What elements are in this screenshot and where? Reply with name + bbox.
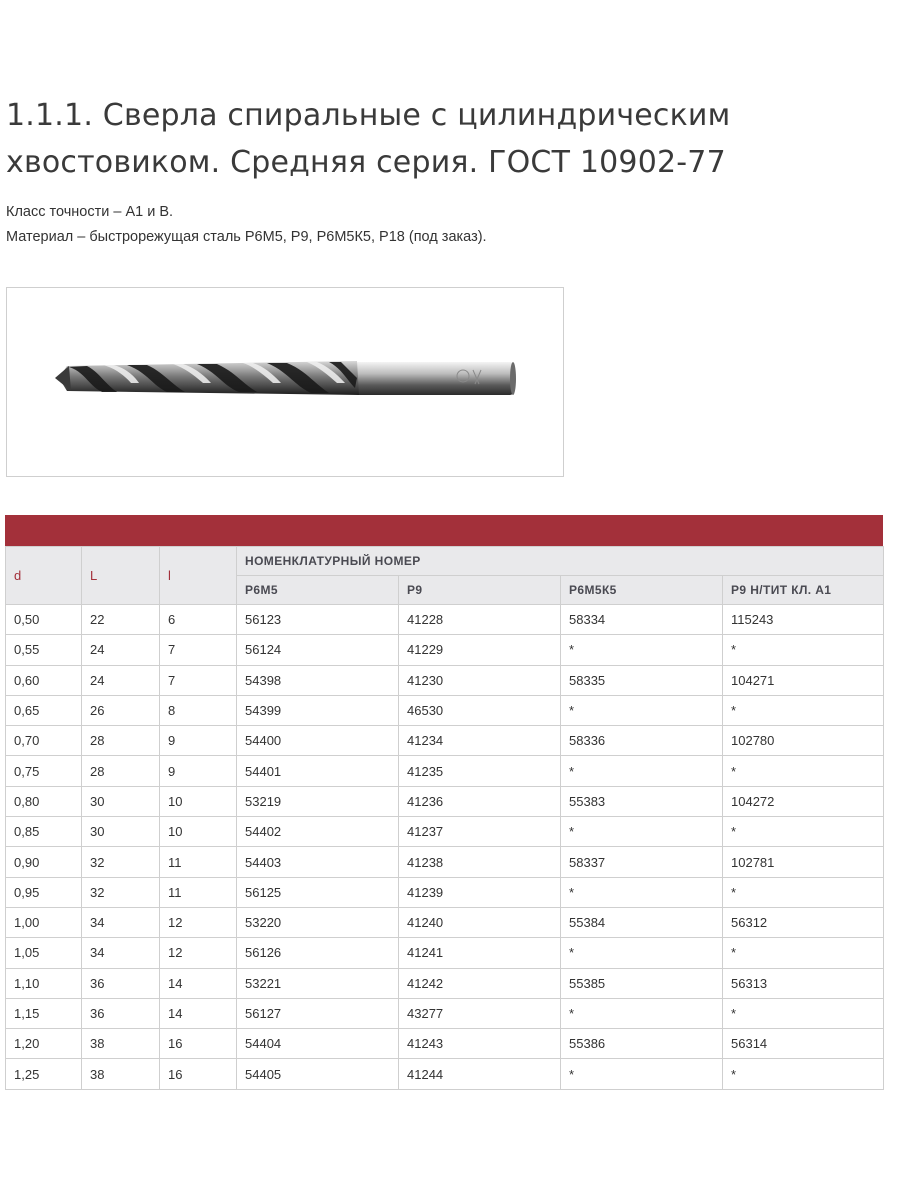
cell-p6m5: 56127 xyxy=(237,998,399,1028)
cell-p9-tin: 56313 xyxy=(723,968,884,998)
table-row xyxy=(6,817,884,847)
cell-p6m5: 54403 xyxy=(237,847,399,877)
cell-p9: 41237 xyxy=(399,817,561,847)
cell-L: 28 xyxy=(82,726,160,756)
cell-l: 10 xyxy=(160,817,237,847)
cell-L: 30 xyxy=(82,786,160,816)
cell-d: 0,95 xyxy=(6,877,82,907)
cell-p9-tin: 104271 xyxy=(723,665,884,695)
cell-p9-tin: * xyxy=(723,877,884,907)
drill-spec-table xyxy=(5,546,884,1090)
cell-p9: 41236 xyxy=(399,786,561,816)
column-header-p6m5k5: Р6М5К5 xyxy=(561,576,723,605)
cell-l: 8 xyxy=(160,695,237,725)
column-header-d: d xyxy=(6,547,82,605)
cell-l: 11 xyxy=(160,877,237,907)
cell-p6m5: 56124 xyxy=(237,635,399,665)
cell-p9-tin: * xyxy=(723,938,884,968)
table-row xyxy=(6,968,884,998)
cell-p6m5k5: * xyxy=(561,1059,723,1089)
cell-p9: 41234 xyxy=(399,726,561,756)
cell-p9: 41240 xyxy=(399,907,561,937)
cell-l: 14 xyxy=(160,968,237,998)
cell-p6m5k5: * xyxy=(561,756,723,786)
cell-p6m5: 54399 xyxy=(237,695,399,725)
cell-p9-tin: 102781 xyxy=(723,847,884,877)
cell-p9-tin: * xyxy=(723,998,884,1028)
cell-p9: 41229 xyxy=(399,635,561,665)
cell-d: 0,80 xyxy=(6,786,82,816)
cell-l: 10 xyxy=(160,786,237,816)
table-row xyxy=(6,695,884,725)
cell-L: 36 xyxy=(82,998,160,1028)
cell-d: 0,70 xyxy=(6,726,82,756)
column-header-p9-tin: Р9 Н/ТИТ КЛ. А1 xyxy=(723,576,884,605)
page-title: 1.1.1. Сверла спиральные с цилиндрическим хвостовиком. Средняя серия. ГОСТ 10902-77 xyxy=(6,98,731,180)
cell-l: 9 xyxy=(160,756,237,786)
cell-p6m5k5: 55383 xyxy=(561,786,723,816)
column-group-header: НОМЕНКЛАТУРНЫЙ НОМЕР xyxy=(237,547,884,576)
cell-d: 0,90 xyxy=(6,847,82,877)
table-row xyxy=(6,786,884,816)
cell-p9: 43277 xyxy=(399,998,561,1028)
cell-p6m5k5: 55386 xyxy=(561,1029,723,1059)
cell-p9-tin: * xyxy=(723,817,884,847)
cell-L: 22 xyxy=(82,605,160,635)
cell-p6m5k5: * xyxy=(561,817,723,847)
cell-l: 7 xyxy=(160,665,237,695)
cell-L: 32 xyxy=(82,877,160,907)
cell-p6m5: 53220 xyxy=(237,907,399,937)
product-image xyxy=(6,287,564,477)
cell-L: 34 xyxy=(82,907,160,937)
column-header-p9: Р9 xyxy=(399,576,561,605)
cell-p6m5k5: 55385 xyxy=(561,968,723,998)
cell-p9: 41243 xyxy=(399,1029,561,1059)
cell-p9: 41244 xyxy=(399,1059,561,1089)
cell-p6m5: 56123 xyxy=(237,605,399,635)
cell-L: 34 xyxy=(82,938,160,968)
table-row xyxy=(6,665,884,695)
cell-L: 38 xyxy=(82,1059,160,1089)
cell-p6m5k5: * xyxy=(561,998,723,1028)
cell-d: 1,15 xyxy=(6,998,82,1028)
cell-p6m5k5: 55384 xyxy=(561,907,723,937)
cell-p9-tin: 104272 xyxy=(723,786,884,816)
table-row xyxy=(6,998,884,1028)
table-row xyxy=(6,938,884,968)
cell-l: 7 xyxy=(160,635,237,665)
cell-p9: 41241 xyxy=(399,938,561,968)
cell-l: 9 xyxy=(160,726,237,756)
cell-p6m5k5: 58335 xyxy=(561,665,723,695)
cell-p6m5k5: * xyxy=(561,877,723,907)
cell-p9: 46530 xyxy=(399,695,561,725)
cell-p9: 41239 xyxy=(399,877,561,907)
cell-p6m5: 54405 xyxy=(237,1059,399,1089)
table-row xyxy=(6,605,884,635)
cell-p6m5k5: 58334 xyxy=(561,605,723,635)
cell-p9-tin: 56312 xyxy=(723,907,884,937)
cell-p6m5: 56125 xyxy=(237,877,399,907)
cell-d: 0,85 xyxy=(6,817,82,847)
cell-p9-tin: * xyxy=(723,695,884,725)
cell-p6m5: 56126 xyxy=(237,938,399,968)
table-row xyxy=(6,1029,884,1059)
cell-p6m5k5: * xyxy=(561,635,723,665)
table-body xyxy=(6,605,884,1090)
cell-p9-tin: 102780 xyxy=(723,726,884,756)
cell-p9-tin: 56314 xyxy=(723,1029,884,1059)
cell-l: 16 xyxy=(160,1059,237,1089)
cell-p9: 41235 xyxy=(399,756,561,786)
cell-d: 1,00 xyxy=(6,907,82,937)
table-row xyxy=(6,1059,884,1089)
cell-p9-tin: * xyxy=(723,1059,884,1089)
cell-p6m5k5: * xyxy=(561,695,723,725)
cell-p6m5: 53219 xyxy=(237,786,399,816)
table-header-bar xyxy=(5,515,883,546)
cell-L: 24 xyxy=(82,635,160,665)
table-row xyxy=(6,756,884,786)
column-header-L: L xyxy=(82,547,160,605)
column-header-l: l xyxy=(160,547,237,605)
cell-l: 16 xyxy=(160,1029,237,1059)
cell-p6m5: 54402 xyxy=(237,817,399,847)
cell-l: 6 xyxy=(160,605,237,635)
cell-d: 0,55 xyxy=(6,635,82,665)
cell-d: 0,75 xyxy=(6,756,82,786)
cell-d: 1,20 xyxy=(6,1029,82,1059)
column-header-p6m5: Р6М5 xyxy=(237,576,399,605)
table-row xyxy=(6,635,884,665)
cell-L: 36 xyxy=(82,968,160,998)
cell-p6m5: 54401 xyxy=(237,756,399,786)
drill-bit-icon xyxy=(7,288,563,476)
cell-p6m5k5: * xyxy=(561,938,723,968)
table-row xyxy=(6,847,884,877)
cell-d: 1,05 xyxy=(6,938,82,968)
cell-p9: 41228 xyxy=(399,605,561,635)
table-row xyxy=(6,726,884,756)
cell-d: 0,50 xyxy=(6,605,82,635)
cell-L: 26 xyxy=(82,695,160,725)
description xyxy=(6,200,886,250)
cell-d: 0,65 xyxy=(6,695,82,725)
cell-p6m5: 54398 xyxy=(237,665,399,695)
cell-d: 1,10 xyxy=(6,968,82,998)
cell-L: 28 xyxy=(82,756,160,786)
table-row xyxy=(6,877,884,907)
cell-p9: 41242 xyxy=(399,968,561,998)
cell-p6m5: 54404 xyxy=(237,1029,399,1059)
cell-L: 30 xyxy=(82,817,160,847)
cell-d: 1,25 xyxy=(6,1059,82,1089)
cell-l: 12 xyxy=(160,907,237,937)
cell-p6m5: 54400 xyxy=(237,726,399,756)
cell-L: 32 xyxy=(82,847,160,877)
cell-d: 0,60 xyxy=(6,665,82,695)
cell-p9-tin: * xyxy=(723,635,884,665)
cell-p6m5k5: 58337 xyxy=(561,847,723,877)
cell-L: 24 xyxy=(82,665,160,695)
cell-p9: 41238 xyxy=(399,847,561,877)
accuracy-class-text: Класс точности – А1 и В. xyxy=(6,204,174,220)
cell-p6m5: 53221 xyxy=(237,968,399,998)
cell-l: 14 xyxy=(160,998,237,1028)
cell-p9-tin: * xyxy=(723,756,884,786)
cell-l: 12 xyxy=(160,938,237,968)
cell-p9-tin: 115243 xyxy=(723,605,884,635)
cell-p9: 41230 xyxy=(399,665,561,695)
cell-L: 38 xyxy=(82,1029,160,1059)
table-row xyxy=(6,907,884,937)
material-text: Материал – быстрорежущая сталь Р6М5, Р9, Р6М5К5, Р18 (под заказ). xyxy=(6,229,487,245)
cell-l: 11 xyxy=(160,847,237,877)
cell-p6m5k5: 58336 xyxy=(561,726,723,756)
